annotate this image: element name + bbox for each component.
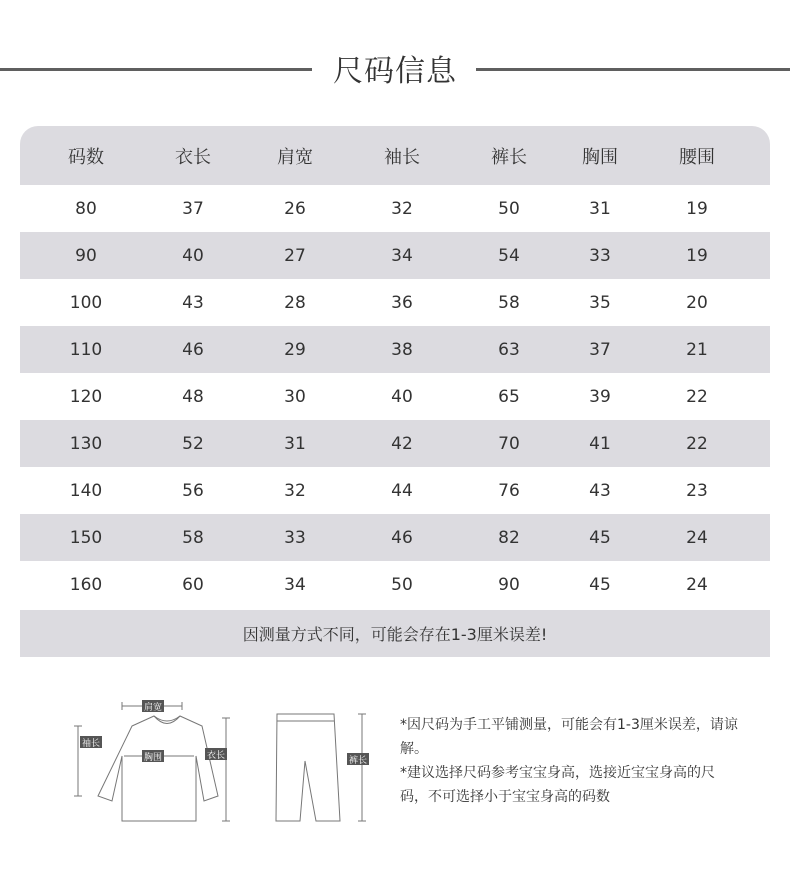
column-header: 码数 bbox=[68, 146, 104, 168]
table-body bbox=[20, 185, 770, 608]
table-row bbox=[20, 467, 770, 514]
table-cell: 38 bbox=[391, 339, 413, 360]
table-cell: 58 bbox=[182, 527, 204, 548]
table-cell: 42 bbox=[391, 433, 413, 454]
table-cell: 28 bbox=[284, 292, 306, 313]
shirt-outline bbox=[98, 716, 218, 821]
table-cell: 160 bbox=[69, 574, 103, 595]
column-header: 腰围 bbox=[679, 146, 715, 168]
table-row bbox=[20, 420, 770, 467]
table-cell: 46 bbox=[182, 339, 204, 360]
table-cell: 23 bbox=[686, 480, 708, 501]
table-cell: 22 bbox=[686, 433, 708, 454]
table-cell: 63 bbox=[498, 339, 520, 360]
table-cell: 150 bbox=[69, 527, 103, 548]
note-item: *因尺码为手工平铺测量，可能会有1-3厘米误差，请谅解。 bbox=[400, 717, 738, 757]
table-cell: 70 bbox=[498, 433, 520, 454]
length-label: 衣长 bbox=[207, 751, 226, 761]
table-cell: 41 bbox=[589, 433, 611, 454]
table-cell: 52 bbox=[182, 433, 204, 454]
table-cell: 33 bbox=[589, 245, 611, 266]
title-divider-right bbox=[476, 68, 790, 71]
table-cell: 43 bbox=[589, 480, 611, 501]
table-cell: 80 bbox=[75, 198, 97, 219]
table-cell: 32 bbox=[284, 480, 306, 501]
column-header: 衣长 bbox=[175, 146, 211, 168]
table-cell: 76 bbox=[498, 480, 520, 501]
table-cell: 32 bbox=[391, 198, 413, 219]
table-cell: 19 bbox=[686, 245, 708, 266]
table-cell: 140 bbox=[69, 480, 103, 501]
column-header: 肩宽 bbox=[277, 146, 313, 168]
table-row bbox=[20, 185, 770, 232]
pants-length-label: 裤长 bbox=[349, 756, 368, 766]
table-cell: 90 bbox=[498, 574, 520, 595]
table-cell: 33 bbox=[284, 527, 306, 548]
table-cell: 31 bbox=[589, 198, 611, 219]
table-cell: 24 bbox=[686, 527, 708, 548]
sleeve-label: 袖长 bbox=[82, 739, 101, 749]
column-header: 胸围 bbox=[582, 146, 618, 168]
shoulder-label: 肩宽 bbox=[144, 703, 163, 713]
table-cell: 50 bbox=[498, 198, 520, 219]
title-divider-left bbox=[0, 68, 312, 71]
table-cell: 39 bbox=[589, 386, 611, 407]
table-cell: 27 bbox=[284, 245, 306, 266]
table-cell: 100 bbox=[69, 292, 103, 313]
table-row bbox=[20, 232, 770, 279]
table-cell: 37 bbox=[182, 198, 204, 219]
table-cell: 34 bbox=[391, 245, 413, 266]
table-cell: 36 bbox=[391, 292, 413, 313]
table-cell: 40 bbox=[182, 245, 204, 266]
chest-label: 胸围 bbox=[144, 753, 163, 763]
table-row bbox=[20, 514, 770, 561]
table-cell: 19 bbox=[686, 198, 708, 219]
table-row bbox=[20, 326, 770, 373]
table-cell: 44 bbox=[391, 480, 413, 501]
column-header: 袖长 bbox=[384, 146, 420, 168]
size-notes bbox=[400, 713, 740, 809]
table-cell: 54 bbox=[498, 245, 520, 266]
table-row bbox=[20, 279, 770, 326]
table-cell: 35 bbox=[589, 292, 611, 313]
column-header: 裤长 bbox=[491, 146, 527, 168]
table-cell: 40 bbox=[391, 386, 413, 407]
table-cell: 58 bbox=[498, 292, 520, 313]
table-cell: 26 bbox=[284, 198, 306, 219]
measurement-disclaimer: 因测量方式不同，可能会存在1-3厘米误差! bbox=[20, 610, 770, 657]
table-cell: 90 bbox=[75, 245, 97, 266]
table-cell: 56 bbox=[182, 480, 204, 501]
table-row bbox=[20, 561, 770, 608]
table-row bbox=[20, 373, 770, 420]
table-cell: 60 bbox=[182, 574, 204, 595]
table-cell: 31 bbox=[284, 433, 306, 454]
garment-diagram bbox=[72, 696, 372, 831]
page-title: 尺码信息 bbox=[333, 54, 457, 89]
table-cell: 120 bbox=[69, 386, 103, 407]
table-cell: 43 bbox=[182, 292, 204, 313]
table-cell: 30 bbox=[284, 386, 306, 407]
table-cell: 24 bbox=[686, 574, 708, 595]
table-cell: 45 bbox=[589, 574, 611, 595]
table-cell: 34 bbox=[284, 574, 306, 595]
table-cell: 110 bbox=[69, 339, 103, 360]
table-cell: 48 bbox=[182, 386, 204, 407]
pants-outline bbox=[276, 714, 340, 821]
table-cell: 45 bbox=[589, 527, 611, 548]
size-table bbox=[20, 126, 770, 608]
note-item: *建议选择尺码参考宝宝身高，选接近宝宝身高的尺码，不可选择小于宝宝身高的码数 bbox=[400, 765, 715, 805]
table-cell: 37 bbox=[589, 339, 611, 360]
table-cell: 20 bbox=[686, 292, 708, 313]
table-header bbox=[20, 126, 770, 185]
table-cell: 46 bbox=[391, 527, 413, 548]
table-cell: 29 bbox=[284, 339, 306, 360]
table-cell: 65 bbox=[498, 386, 520, 407]
table-cell: 22 bbox=[686, 386, 708, 407]
table-cell: 21 bbox=[686, 339, 708, 360]
table-cell: 130 bbox=[69, 433, 103, 454]
table-cell: 82 bbox=[498, 527, 520, 548]
table-cell: 50 bbox=[391, 574, 413, 595]
